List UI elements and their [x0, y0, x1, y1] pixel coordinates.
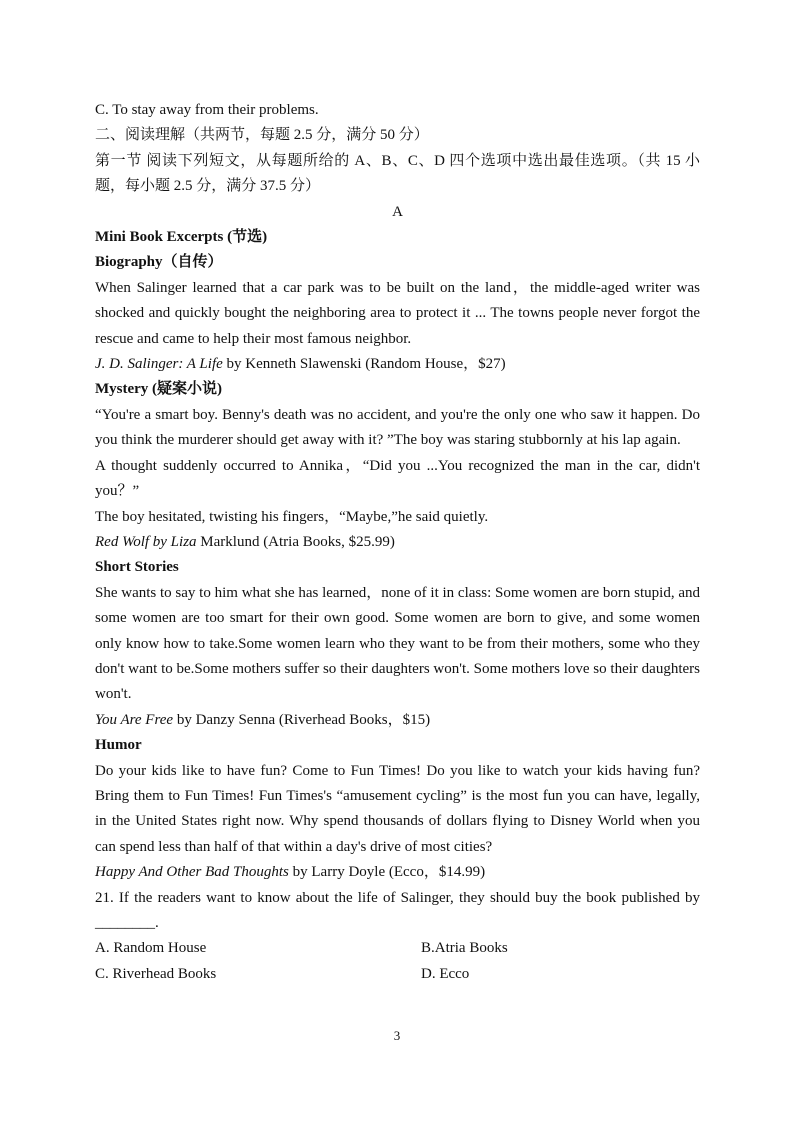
- option-d[interactable]: D. Ecco: [421, 965, 470, 982]
- short-stories-label: Short Stories: [95, 559, 179, 576]
- passage-label: A: [392, 203, 403, 220]
- option-b[interactable]: B.Atria Books: [421, 940, 508, 957]
- mystery-book-title: Red Wolf by Liza: [95, 533, 197, 550]
- prev-option-c: C. To stay away from their problems.: [95, 102, 319, 118]
- biography-credit: by Kenneth Slawenski (Random House，$27): [222, 356, 506, 373]
- option-a[interactable]: A. Random House: [95, 940, 207, 957]
- question-21-stem: 21. If the readers want to know about the life of Salinger, they should buy the book published by ________.: [95, 889, 700, 931]
- biography-label: Biography（自传）: [95, 254, 223, 271]
- section1-instructions: 第一节 阅读下列短文，从每题所给的 A、B、C、D 四个选项中选出最佳选项。（共 15 小题，每小题 2.5 分，满分 37.5 分）: [95, 152, 700, 195]
- option-c[interactable]: C. Riverhead Books: [95, 965, 217, 982]
- mystery-para-2: A thought suddenly occurred to Annika，“Did you ...You recognized the man in the car, didn't you？”: [95, 457, 700, 500]
- biography-book-title: J. D. Salinger: A Life: [95, 356, 223, 373]
- mystery-label: Mystery (疑案小说): [95, 381, 223, 398]
- document-page: [95, 98, 700, 987]
- question-21-options-row-2: [95, 962, 700, 987]
- question-21-options-row-1: [95, 936, 700, 961]
- biography-text: When Salinger learned that a car park was to be built on the land，the middle-aged writer was shocked and quickly bought the neighboring area to protect it ... The towns people never forgot the rescue and came to help their most famous neighbor.: [95, 279, 700, 347]
- mystery-credit: Marklund (Atria Books, $25.99): [196, 533, 395, 550]
- excerpts-heading: Mini Book Excerpts (节选): [95, 229, 268, 246]
- short-stories-citation: [95, 708, 700, 733]
- short-stories-book-title: You Are Free: [95, 711, 174, 728]
- biography-citation: [95, 352, 700, 377]
- short-stories-text: She wants to say to him what she has learned，none of it in class: Some women are born stupid, and some women are too smart for their own good. Some women are born to give, and some women only know how to take.Some women learn who they want to be from their mothers, some who they don't want to be.Some mothers suffer so their daughters won't. Some mothers love so their daughters won't.: [95, 584, 700, 703]
- short-stories-credit: by Danzy Senna (Riverhead Books，$15): [173, 711, 431, 728]
- humor-credit: by Larry Doyle (Ecco，$14.99): [288, 864, 486, 881]
- humor-label: Humor: [95, 737, 142, 754]
- mystery-citation: [95, 530, 700, 555]
- page-number: 3: [393, 1028, 401, 1043]
- humor-text: Do your kids like to have fun? Come to Fun Times! Do you like to watch your kids having fun? Bring them to Fun Times! Fun Times's “amusement cycling” is the most fun you can have, legally, in the United States right now. Why spend thousands of dollars flying to Disney World when you can spend less than half of that within a day's drive of most cities?: [95, 762, 700, 855]
- mystery-para-3: The boy hesitated, twisting his fingers，“Maybe,”he said quietly.: [95, 508, 489, 525]
- mystery-para-1: “You're a smart boy. Benny's death was no accident, and you're the only one who saw it happen. Do you think the murderer should get away with it? ”The boy was staring stubbornly at his lap again.: [95, 406, 700, 449]
- humor-citation: [95, 860, 700, 885]
- humor-book-title: Happy And Other Bad Thoughts: [95, 864, 289, 881]
- section-title: 二、阅读理解（共两节，每题 2.5 分，满分 50 分）: [95, 127, 429, 144]
